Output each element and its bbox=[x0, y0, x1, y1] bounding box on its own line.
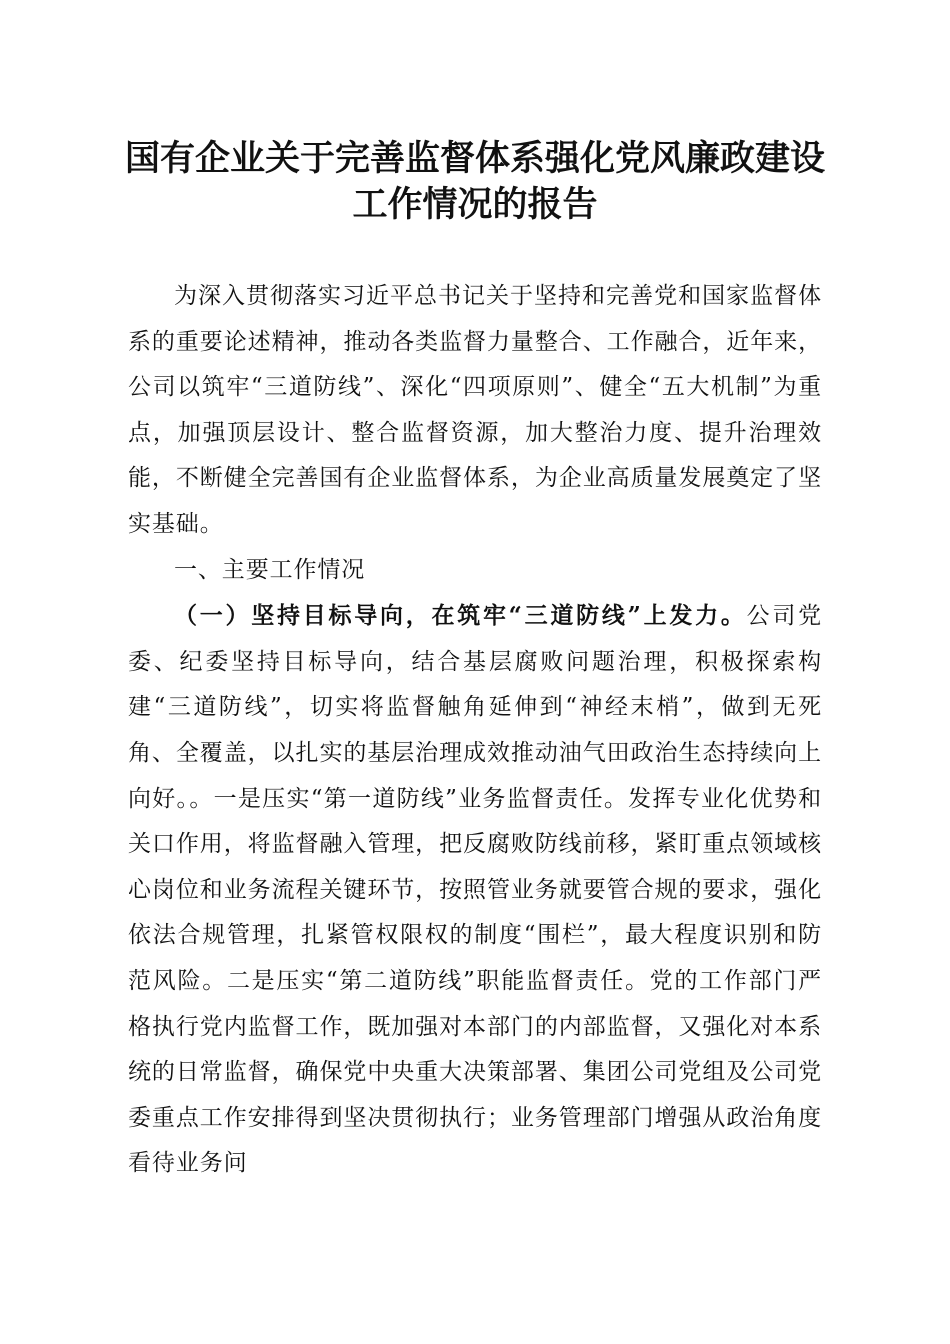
intro-paragraph: 为深入贯彻落实习近平总书记关于坚持和完善党和国家监督体系的重要论述精神，推动各类监督力量整合、工作融合，近年来，公司以筑牢“三道防线”、深化“四项原则”、健全“五大机制”为重点，加强顶层设计、整合监督资源，加大整治力度、提升治理效能，不断健全完善国有企业监督体系，为企业高质量发展奠定了坚实基础。 bbox=[128, 283, 822, 537]
subsection-lead: （一）坚持目标导向，在筑牢“三道防线”上发力。 bbox=[174, 602, 747, 630]
document-title-line-1: 国有企业关于完善监督体系强化党风廉政建设 bbox=[124, 138, 825, 179]
document-title-line-2: 工作情况的报告 bbox=[352, 184, 598, 225]
subsection-paragraph-three-lines-of-defense bbox=[128, 593, 822, 1187]
document-body bbox=[128, 274, 822, 1187]
subsection-body: 公司党委、纪委坚持目标导向，结合基层腐败问题治理，积极探索构建“三道防线”，切实将监督触角延伸到“神经末梢”，做到无死角、全覆盖，以扎实的基层治理成效推动油气田政治生态持续向上向好。。一是压实“第一道防线”业务监督责任。发挥专业化优势和关口作用，将监督融入管理，把反腐败防线前移，紧盯重点领域核心岗位和业务流程关键环节，按照管业务就要管合规的要求，强化依法合规管理，扎紧管权限权的制度“围栏”，最大程度识别和防范风险。二是压实“第二道防线”职能监督责任。党的工作部门严格执行党内监督工作，既加强对本部门的内部监督，又强化对本系统的日常监督，确保党中央重大决策部署、集团公司党组及公司党委重点工作安排得到坚决贯彻执行；业务管理部门增强从政治角度看待业务问 bbox=[128, 603, 822, 1177]
section-heading-main-work: 一、主要工作情况 bbox=[174, 556, 366, 583]
